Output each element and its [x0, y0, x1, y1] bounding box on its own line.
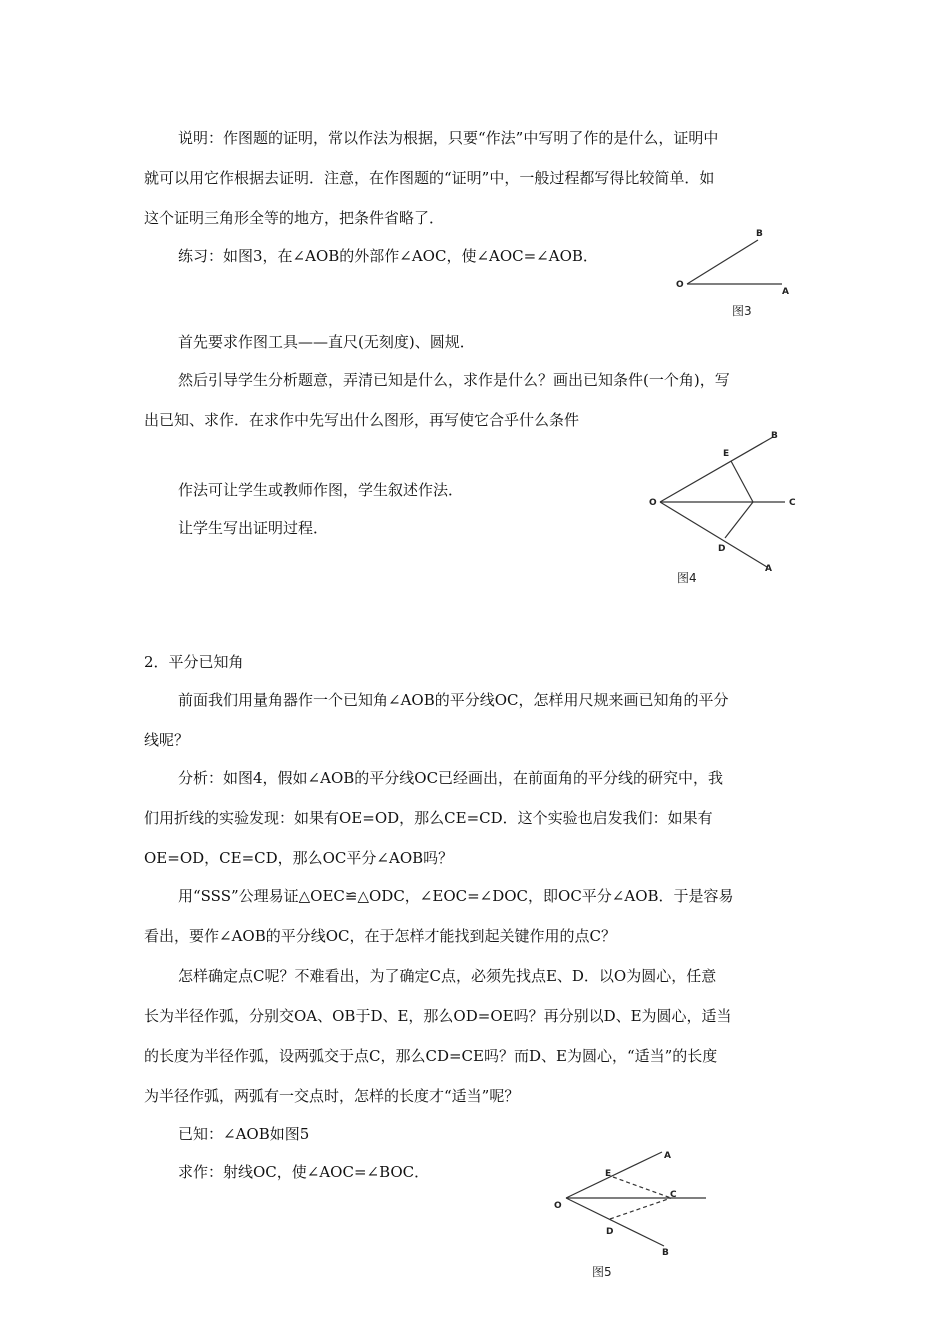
label-e: E [723, 449, 730, 459]
section-heading: 2．平分已知角 [144, 653, 244, 671]
text-line: 为半径作弧，两弧有一交点时，怎样的长度才“适当”呢？ [144, 1087, 520, 1105]
text-line: 分析：如图4，假如∠AOB的平分线OC已经画出，在前面角的平分线的研究中，我 [178, 769, 724, 787]
text-line: 就可以用它作根据去证明．注意，在作图题的“证明”中，一般过程都写得比较简单．如 [144, 169, 715, 187]
label-c: C [670, 1190, 677, 1200]
text-line: 前面我们用量角器作一个已知角∠AOB的平分线OC，怎样用尺规来画已知角的平分 [178, 691, 729, 709]
figure-5 [548, 1140, 718, 1285]
figure-3 [670, 222, 810, 322]
text-line: OE=OD，CE=CD，那么OC平分∠AOB吗？ [144, 849, 454, 867]
text-line: 出已知、求作．在求作中先写出什么图形，再写使它合乎什么条件 [144, 411, 580, 429]
text-line: 这个证明三角形全等的地方，把条件省略了． [144, 209, 445, 227]
label-a: A [782, 287, 789, 297]
text-line: 用“SSS”公理易证△OEC≌△ODC，∠EOC=∠DOC，即OC平分∠AOB．于是容易 [178, 887, 734, 905]
label-b: B [662, 1248, 669, 1258]
figure-4 [645, 425, 815, 590]
text-line: 们用折线的实验发现：如果有OE=OD，那么CE=CD．这个实验也启发我们：如果有 [144, 809, 713, 827]
label-c: C [789, 498, 796, 508]
label-o: O [554, 1201, 562, 1211]
text-line: 看出，要作∠AOB的平分线OC，在于怎样才能找到起关键作用的点C？ [144, 927, 616, 945]
text-line: 的长度为半径作弧，设两弧交于点C，那么CD=CE吗？而D、E为圆心，“适当”的长度 [144, 1047, 718, 1065]
text-line: 让学生写出证明过程． [178, 519, 329, 537]
text-line: 说明：作图题的证明，常以作法为根据，只要“作法”中写明了作的是什么，证明中 [178, 129, 719, 147]
text-line: 作法可让学生或教师作图，学生叙述作法． [178, 481, 464, 499]
text-line: 首先要求作图工具——直尺(无刻度)、圆规． [178, 333, 475, 351]
text-line: 练习：如图3，在∠AOB的外部作∠AOC，使∠AOC=∠AOB． [178, 247, 598, 265]
text-line: 然后引导学生分析题意，弄清已知是什么，求作是什么？画出已知条件(一个角)，写 [178, 371, 730, 389]
label-d: D [718, 544, 726, 554]
label-a: A [765, 564, 772, 574]
text-line: 长为半径作弧，分别交OA、OB于D、E，那么OD=OE吗？再分别以D、E为圆心，适当 [144, 1007, 732, 1025]
label-b: B [756, 229, 763, 239]
figure-caption: 图4 [677, 571, 697, 585]
label-e: E [605, 1169, 612, 1179]
figure-caption: 图5 [592, 1265, 612, 1279]
figure-caption: 图3 [732, 304, 752, 318]
text-line: 已知：∠AOB如图5 [178, 1125, 310, 1143]
text-line: 线呢？ [144, 731, 190, 749]
label-a: A [664, 1151, 671, 1161]
label-o: O [649, 498, 657, 508]
text-line: 怎样确定点C呢？不难看出，为了确定C点，必须先找点E、D．以O为圆心，任意 [178, 967, 717, 985]
label-o: O [676, 280, 684, 290]
label-b: B [771, 431, 778, 441]
text-line: 求作：射线OC，使∠AOC=∠BOC． [178, 1163, 430, 1181]
label-d: D [606, 1227, 614, 1237]
